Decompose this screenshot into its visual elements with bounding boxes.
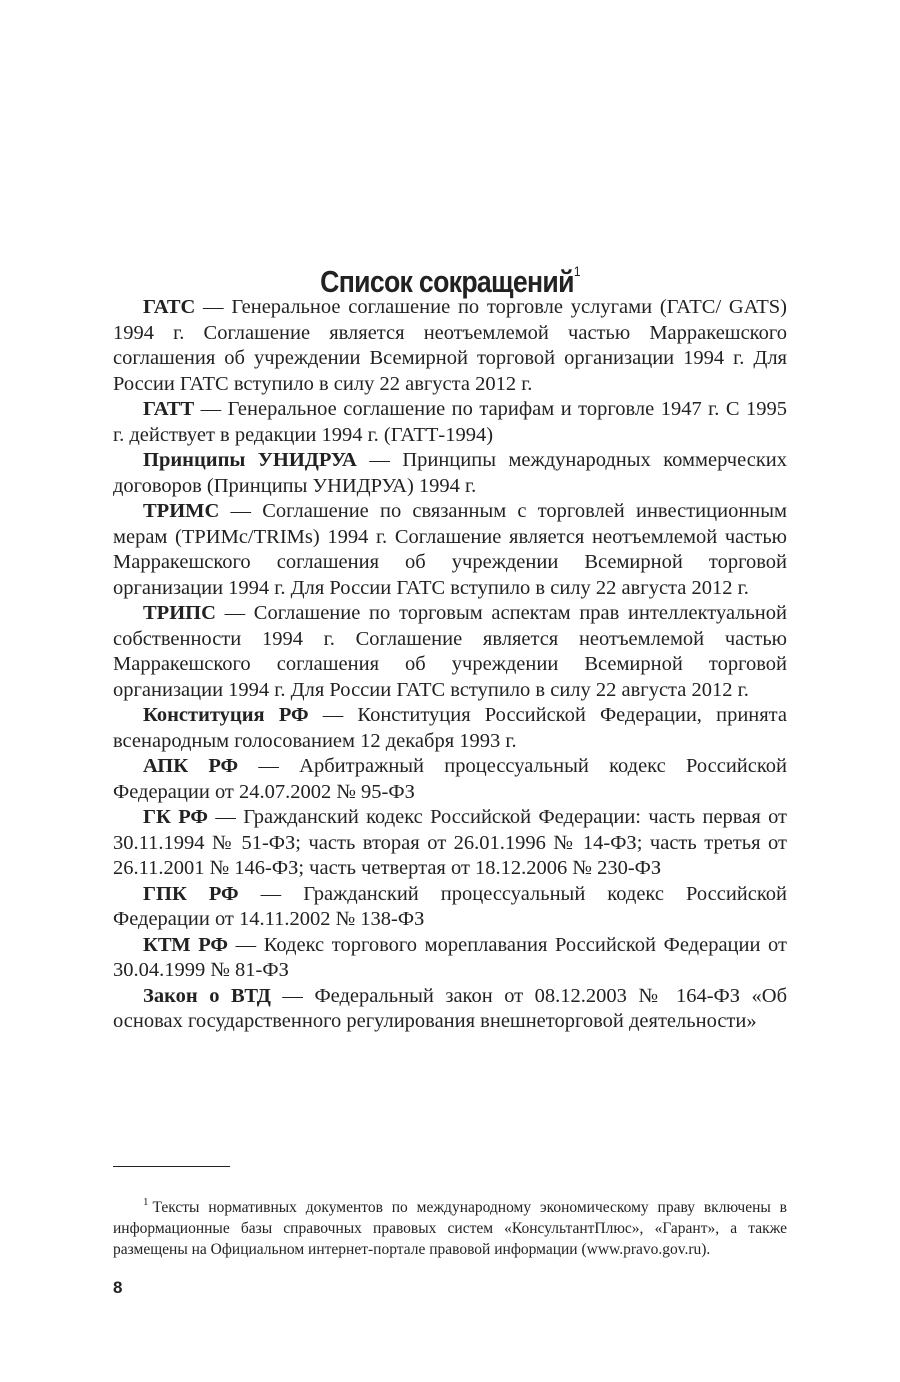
entry-separator: —: [208, 806, 244, 828]
entry-term: ГПК РФ: [143, 882, 239, 905]
entry-separator: —: [215, 602, 254, 624]
abbreviation-entry: [113, 882, 787, 933]
entry-separator: —: [194, 398, 228, 420]
entry-term: Закон о ВТД: [143, 984, 271, 1007]
entry-definition: Гражданский кодекс Российской Федерации: часть первая от 30.11.1994 № 51-ФЗ; часть вторая от 26.01.1996 № 14-ФЗ; часть третья от 26.11.2001 № 146-ФЗ; часть четвертая от 18.12.2006 № 230-ФЗ: [113, 806, 788, 879]
entry-term: Конституция РФ: [143, 704, 309, 726]
footnote: [113, 1193, 787, 1260]
entry-definition: Конституция Российской Федерации, принята всенародным голосованием 12 декабря 1993 г.: [113, 704, 787, 752]
entry-separator: —: [228, 933, 264, 956]
entry-definition: Гражданский процессуальный кодекс Российской Федерации от 14.11.2002 № 138-ФЗ: [113, 882, 788, 930]
entry-definition: Принципы международных коммерческих договоров (Принципы УНИДРУА) 1994 г.: [113, 449, 788, 497]
abbreviation-entry: [113, 448, 787, 499]
entry-term: ГАТС: [143, 296, 196, 318]
entry-definition: Арбитражный процессуальный кодекс Российской Федерации от 24.07.2002 № 95-ФЗ: [113, 755, 787, 803]
entry-term: ТРИПС: [143, 602, 216, 624]
abbreviation-entry: [113, 601, 787, 703]
entry-separator: —: [219, 500, 263, 522]
entry-separator: —: [356, 449, 403, 471]
entry-definition: Соглашение по торговым аспектам прав интеллектуальной собственности 1994 г. Соглашение является неотъемлемой частью Марракешского соглашения об учреждении Всемирной торговой организации 1994 г. Для России ГАТС вступило в силу 22 августа 2012 г.: [113, 602, 787, 701]
entry-separator: —: [195, 296, 232, 318]
abbreviation-entry: [113, 984, 787, 1035]
entry-definition: Генеральное соглашение по торговле услугами (ГАТС/ GATS) 1994 г. Соглашение является неотъемлемой частью Марракешского соглашения об учреждении Всемирной торговой организации 1994 г. Для России ГАТС вступило в силу 22 августа 2012 г.: [113, 296, 788, 395]
entry-term: АПК РФ: [143, 755, 239, 777]
entry-definition: Федеральный закон от 08.12.2003 № 164-ФЗ «Об основах государственного регулирования внешнеторговой деятельности»: [113, 984, 787, 1032]
abbreviation-list: [113, 295, 787, 1035]
abbreviation-entry: [113, 397, 787, 448]
entry-term: КТМ РФ: [143, 933, 229, 956]
entry-separator: —: [238, 882, 304, 905]
entry-term: ТРИМС: [143, 500, 220, 522]
title-text: Список сокращений: [320, 263, 574, 299]
footnote-divider: [113, 1166, 230, 1167]
abbreviation-entry: [113, 754, 787, 805]
abbreviation-entry: [113, 805, 787, 882]
entry-term: ГАТТ: [143, 398, 195, 420]
entry-term: ГК РФ: [143, 806, 209, 828]
footnote-text: Тексты нормативных документов по международному экономическому праву включены в информационные базы справочных правовых систем «КонсультантПлюс», «Гарант», а также размещены на Официальном интернет-портале правовой информации (www.pravo.gov.ru).: [113, 1198, 787, 1258]
title-footnote-mark: 1: [573, 263, 580, 280]
entry-separator: —: [270, 984, 315, 1007]
entry-separator: —: [308, 704, 358, 726]
entry-separator: —: [238, 755, 300, 777]
entry-definition: Кодекс торгового мореплавания Российской Федерации от 30.04.1999 № 81-ФЗ: [113, 933, 787, 981]
entry-term: Принципы УНИДРУА: [143, 449, 357, 471]
abbreviation-entry: [113, 295, 787, 397]
abbreviation-entry: [113, 933, 787, 984]
page-number: 8: [113, 1278, 123, 1297]
footnote-mark: 1: [143, 1195, 149, 1208]
entry-definition: Соглашение по связанным с торговлей инвестиционным мерам (ТРИМс/TRIMs) 1994 г. Соглашение является неотъемлемой частью Марракешского соглашения об учреждении Всемирной торговой организации 1994 г. Для России ГАТС вступило в силу 22 августа 2012 г.: [113, 500, 788, 599]
abbreviation-entry: [113, 499, 787, 601]
abbreviation-entry: [113, 703, 787, 754]
entry-definition: Генеральное соглашение по тарифам и торговле 1947 г. С 1995 г. действует в редакции 1994 г. (ГАТТ-1994): [113, 398, 788, 446]
